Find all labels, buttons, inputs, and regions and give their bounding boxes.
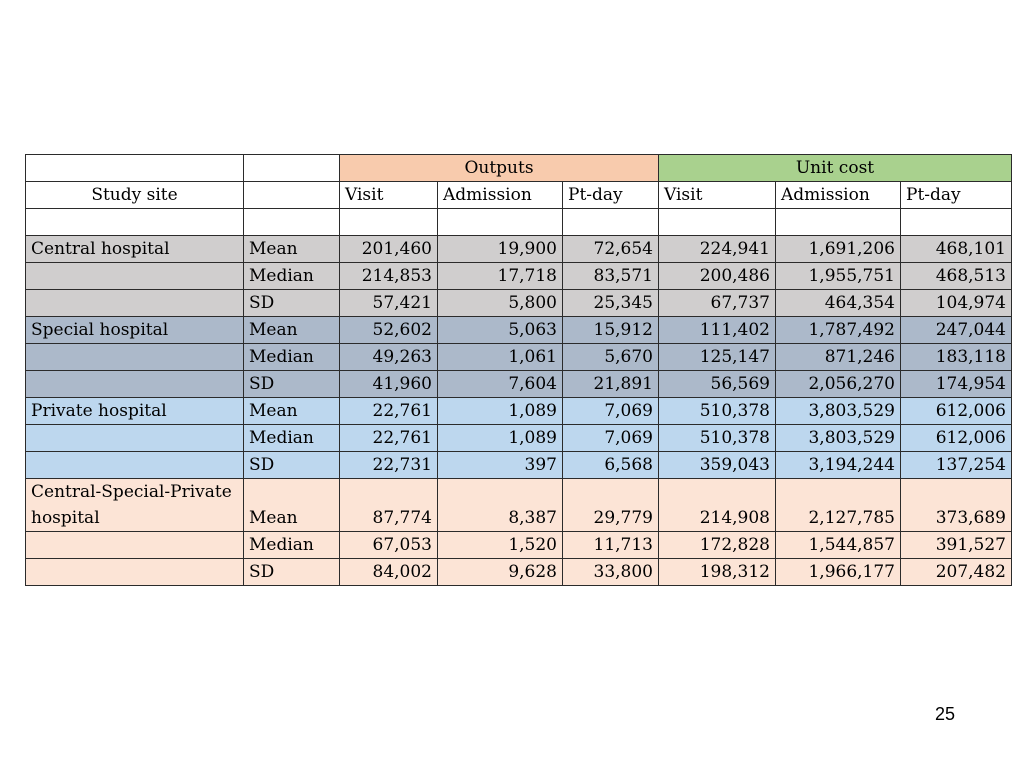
value-cell: 359,043 xyxy=(659,452,776,479)
value-cell: 15,912 xyxy=(563,317,659,344)
table-row xyxy=(26,452,1012,479)
stat-label: Mean xyxy=(244,398,340,425)
value-cell: 7,604 xyxy=(438,371,563,398)
table-row xyxy=(26,236,1012,263)
value-cell: 174,954 xyxy=(901,371,1012,398)
stat-label: SD xyxy=(244,290,340,317)
empty-cell xyxy=(26,532,244,559)
study-site-name: Central-Special-Private hospital xyxy=(26,479,244,532)
col-header: Pt-day xyxy=(563,182,659,209)
col-header: Admission xyxy=(438,182,563,209)
empty-cell xyxy=(26,559,244,586)
value-cell: 183,118 xyxy=(901,344,1012,371)
value-cell: 510,378 xyxy=(659,425,776,452)
empty-cell xyxy=(26,209,244,236)
value-cell: 125,147 xyxy=(659,344,776,371)
empty-cell xyxy=(901,209,1012,236)
value-cell: 22,731 xyxy=(340,452,438,479)
value-cell: 137,254 xyxy=(901,452,1012,479)
value-cell: 612,006 xyxy=(901,398,1012,425)
header-empty-cell xyxy=(244,155,340,182)
empty-cell xyxy=(659,209,776,236)
value-cell: 464,354 xyxy=(776,290,901,317)
table-row xyxy=(26,263,1012,290)
table-row xyxy=(26,398,1012,425)
value-cell: 1,966,177 xyxy=(776,559,901,586)
study-site-name: Private hospital xyxy=(26,398,244,425)
value-cell: 247,044 xyxy=(901,317,1012,344)
stat-label: Mean xyxy=(244,317,340,344)
study-site-name: Special hospital xyxy=(26,317,244,344)
value-cell: 3,194,244 xyxy=(776,452,901,479)
stat-label: SD xyxy=(244,371,340,398)
value-cell: 33,800 xyxy=(563,559,659,586)
empty-cell xyxy=(244,209,340,236)
value-cell: 6,568 xyxy=(563,452,659,479)
unit-cost-header: Unit cost xyxy=(659,155,1012,182)
value-cell: 72,654 xyxy=(563,236,659,263)
stat-label: Mean xyxy=(244,479,340,532)
stat-label: Median xyxy=(244,263,340,290)
col-header: Visit xyxy=(340,182,438,209)
value-cell: 5,800 xyxy=(438,290,563,317)
table-row xyxy=(26,532,1012,559)
stat-label: SD xyxy=(244,559,340,586)
empty-cell xyxy=(26,290,244,317)
value-cell: 7,069 xyxy=(563,398,659,425)
value-cell: 9,628 xyxy=(438,559,563,586)
value-cell: 2,127,785 xyxy=(776,479,901,532)
value-cell: 201,460 xyxy=(340,236,438,263)
value-cell: 22,761 xyxy=(340,425,438,452)
value-cell: 49,263 xyxy=(340,344,438,371)
table-row xyxy=(26,559,1012,586)
value-cell: 1,691,206 xyxy=(776,236,901,263)
value-cell: 871,246 xyxy=(776,344,901,371)
col-header: Admission xyxy=(776,182,901,209)
unit-cost-table xyxy=(25,154,1012,586)
value-cell: 1,089 xyxy=(438,398,563,425)
value-cell: 207,482 xyxy=(901,559,1012,586)
table-row xyxy=(26,479,1012,532)
col-header: Visit xyxy=(659,182,776,209)
table-row xyxy=(26,425,1012,452)
value-cell: 67,053 xyxy=(340,532,438,559)
header-empty-cell xyxy=(244,182,340,209)
value-cell: 8,387 xyxy=(438,479,563,532)
value-cell: 224,941 xyxy=(659,236,776,263)
value-cell: 87,774 xyxy=(340,479,438,532)
empty-cell xyxy=(26,344,244,371)
value-cell: 1,061 xyxy=(438,344,563,371)
value-cell: 200,486 xyxy=(659,263,776,290)
stat-label: Median xyxy=(244,344,340,371)
outputs-header: Outputs xyxy=(340,155,659,182)
value-cell: 57,421 xyxy=(340,290,438,317)
header-empty-cell xyxy=(26,155,244,182)
study-site-header: Study site xyxy=(26,182,244,209)
empty-cell xyxy=(438,209,563,236)
value-cell: 84,002 xyxy=(340,559,438,586)
value-cell: 1,787,492 xyxy=(776,317,901,344)
value-cell: 172,828 xyxy=(659,532,776,559)
value-cell: 397 xyxy=(438,452,563,479)
empty-cell xyxy=(340,209,438,236)
value-cell: 198,312 xyxy=(659,559,776,586)
value-cell: 22,761 xyxy=(340,398,438,425)
table-row xyxy=(26,290,1012,317)
value-cell: 214,908 xyxy=(659,479,776,532)
value-cell: 5,063 xyxy=(438,317,563,344)
value-cell: 25,345 xyxy=(563,290,659,317)
value-cell: 83,571 xyxy=(563,263,659,290)
empty-cell xyxy=(26,425,244,452)
value-cell: 373,689 xyxy=(901,479,1012,532)
header-spacer-row xyxy=(26,209,1012,236)
value-cell: 214,853 xyxy=(340,263,438,290)
value-cell: 7,069 xyxy=(563,425,659,452)
value-cell: 56,569 xyxy=(659,371,776,398)
table-row xyxy=(26,344,1012,371)
value-cell: 1,544,857 xyxy=(776,532,901,559)
value-cell: 52,602 xyxy=(340,317,438,344)
value-cell: 5,670 xyxy=(563,344,659,371)
col-header: Pt-day xyxy=(901,182,1012,209)
value-cell: 111,402 xyxy=(659,317,776,344)
value-cell: 17,718 xyxy=(438,263,563,290)
value-cell: 468,513 xyxy=(901,263,1012,290)
value-cell: 468,101 xyxy=(901,236,1012,263)
value-cell: 2,056,270 xyxy=(776,371,901,398)
empty-cell xyxy=(26,263,244,290)
value-cell: 1,955,751 xyxy=(776,263,901,290)
header-column-row xyxy=(26,182,1012,209)
empty-cell xyxy=(563,209,659,236)
value-cell: 1,089 xyxy=(438,425,563,452)
value-cell: 41,960 xyxy=(340,371,438,398)
stat-label: Median xyxy=(244,425,340,452)
empty-cell xyxy=(26,452,244,479)
stat-label: Mean xyxy=(244,236,340,263)
table-row xyxy=(26,317,1012,344)
value-cell: 510,378 xyxy=(659,398,776,425)
stat-label: SD xyxy=(244,452,340,479)
value-cell: 21,891 xyxy=(563,371,659,398)
value-cell: 67,737 xyxy=(659,290,776,317)
page-number: 25 xyxy=(935,704,956,724)
value-cell: 391,527 xyxy=(901,532,1012,559)
header-group-row xyxy=(26,155,1012,182)
value-cell: 11,713 xyxy=(563,532,659,559)
value-cell: 29,779 xyxy=(563,479,659,532)
empty-cell xyxy=(26,371,244,398)
empty-cell xyxy=(776,209,901,236)
value-cell: 104,974 xyxy=(901,290,1012,317)
value-cell: 612,006 xyxy=(901,425,1012,452)
value-cell: 3,803,529 xyxy=(776,425,901,452)
table-row xyxy=(26,371,1012,398)
value-cell: 19,900 xyxy=(438,236,563,263)
value-cell: 3,803,529 xyxy=(776,398,901,425)
study-site-name: Central hospital xyxy=(26,236,244,263)
value-cell: 1,520 xyxy=(438,532,563,559)
stat-label: Median xyxy=(244,532,340,559)
